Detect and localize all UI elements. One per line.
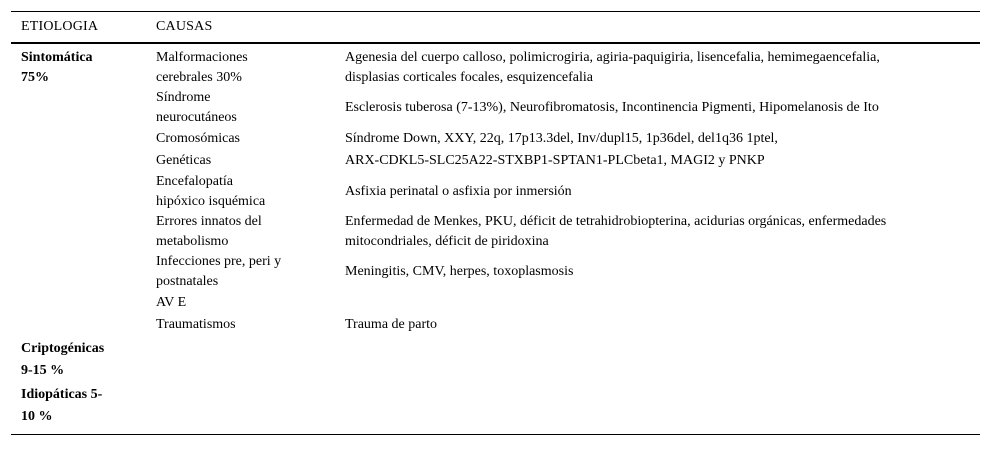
- detail-cell: [328, 292, 980, 314]
- etiology-label: Idiopáticas 5-: [21, 387, 103, 402]
- etiology-table: [11, 11, 980, 435]
- table-row: [11, 88, 980, 128]
- table-row: [11, 150, 980, 172]
- cause-cell: [146, 252, 328, 292]
- cause-text: Malformaciones: [156, 50, 248, 65]
- table-row: [11, 314, 980, 336]
- cause-cell: [146, 88, 328, 128]
- detail-text: ARX-CDKL5-SLC25A22-STXBP1-SPTAN1-PLCbeta1, MAGI2 y PNKP: [345, 153, 765, 168]
- header-row: [11, 12, 980, 44]
- empty-cell: [146, 336, 328, 382]
- table-row: [11, 172, 980, 212]
- cause-cell: [146, 172, 328, 212]
- detail-text: displasias corticales focales, esquizencefalia: [345, 70, 593, 85]
- cause-text: cerebrales 30%: [156, 70, 242, 85]
- cause-text: Cromosómicas: [156, 131, 240, 146]
- detail-text: Trauma de parto: [345, 317, 438, 332]
- detail-cell: [328, 43, 980, 88]
- detail-cell: [328, 172, 980, 212]
- cause-cell: [146, 43, 328, 88]
- cause-text: neurocutáneos: [156, 110, 237, 125]
- cause-text: Infecciones pre, peri y: [156, 254, 282, 269]
- table-row: [11, 252, 980, 292]
- detail-text: Enfermedad de Menkes, PKU, déficit de tetrahidrobiopterina, acidurias orgánicas, enfermedades: [345, 214, 887, 229]
- detail-text: Agenesia del cuerpo calloso, polimicrogiria, agiria-paquigiria, lisencefalia, hemimegaencefalia,: [345, 50, 880, 65]
- detail-cell: [328, 128, 980, 150]
- etiology-label: Criptogénicas: [21, 341, 105, 356]
- cause-cell: [146, 150, 328, 172]
- detail-text: Esclerosis tuberosa (7-13%), Neurofibromatosis, Incontinencia Pigmenti, Hipomelanosis de Ito: [345, 100, 879, 115]
- empty-cell: [146, 382, 328, 435]
- etiology-table-container: [11, 11, 980, 435]
- etiology-percent: 9-15 %: [21, 363, 65, 378]
- cause-cell: [146, 128, 328, 150]
- table-row: [11, 292, 980, 314]
- cause-text: AV E: [156, 295, 187, 310]
- cause-cell: [146, 314, 328, 336]
- header-causas: CAUSAS: [156, 19, 213, 34]
- empty-cell: [11, 212, 146, 252]
- table-row: [11, 128, 980, 150]
- table-row: [11, 212, 980, 252]
- detail-text: Meningitis, CMV, herpes, toxoplasmosis: [345, 264, 574, 279]
- cause-text: Encefalopatía: [156, 174, 233, 189]
- detail-text: Síndrome Down, XXY, 22q, 17p13.3del, Inv/dupl15, 1p36del, del1q36 1ptel,: [345, 131, 778, 146]
- etiology-sintomatica: [11, 43, 146, 128]
- detail-cell: [328, 314, 980, 336]
- cause-text: postnatales: [156, 274, 219, 289]
- detail-cell: [328, 88, 980, 128]
- cause-text: Traumatismos: [156, 317, 236, 332]
- table-row: [11, 43, 980, 88]
- empty-cell: [11, 150, 146, 172]
- etiology-criptogenicas: [11, 336, 146, 382]
- empty-cell: [11, 252, 146, 292]
- cause-text: hipóxico isquémica: [156, 194, 266, 209]
- cause-cell: [146, 212, 328, 252]
- etiology-idiopaticas: [11, 382, 146, 435]
- empty-cell: [11, 128, 146, 150]
- detail-cell: [328, 252, 980, 292]
- detail-text: mitocondriales, déficit de piridoxina: [345, 234, 549, 249]
- cause-text: Genéticas: [156, 153, 212, 168]
- empty-cell: [328, 336, 980, 382]
- detail-cell: [328, 150, 980, 172]
- etiology-label: Sintomática: [21, 50, 93, 65]
- header-etiologia: ETIOLOGIA: [21, 19, 99, 34]
- empty-cell: [11, 292, 146, 314]
- cause-cell: [146, 292, 328, 314]
- cause-text: metabolismo: [156, 234, 229, 249]
- empty-cell: [11, 314, 146, 336]
- detail-cell: [328, 212, 980, 252]
- etiology-percent: 10 %: [21, 409, 53, 424]
- cause-text: Síndrome: [156, 90, 211, 105]
- etiology-percent: 75%: [21, 70, 49, 85]
- table-row: [11, 336, 980, 382]
- empty-cell: [11, 172, 146, 212]
- cause-text: Errores innatos del: [156, 214, 262, 229]
- detail-text: Asfixia perinatal o asfixia por inmersión: [345, 184, 572, 199]
- table-row: [11, 382, 980, 435]
- empty-cell: [328, 382, 980, 435]
